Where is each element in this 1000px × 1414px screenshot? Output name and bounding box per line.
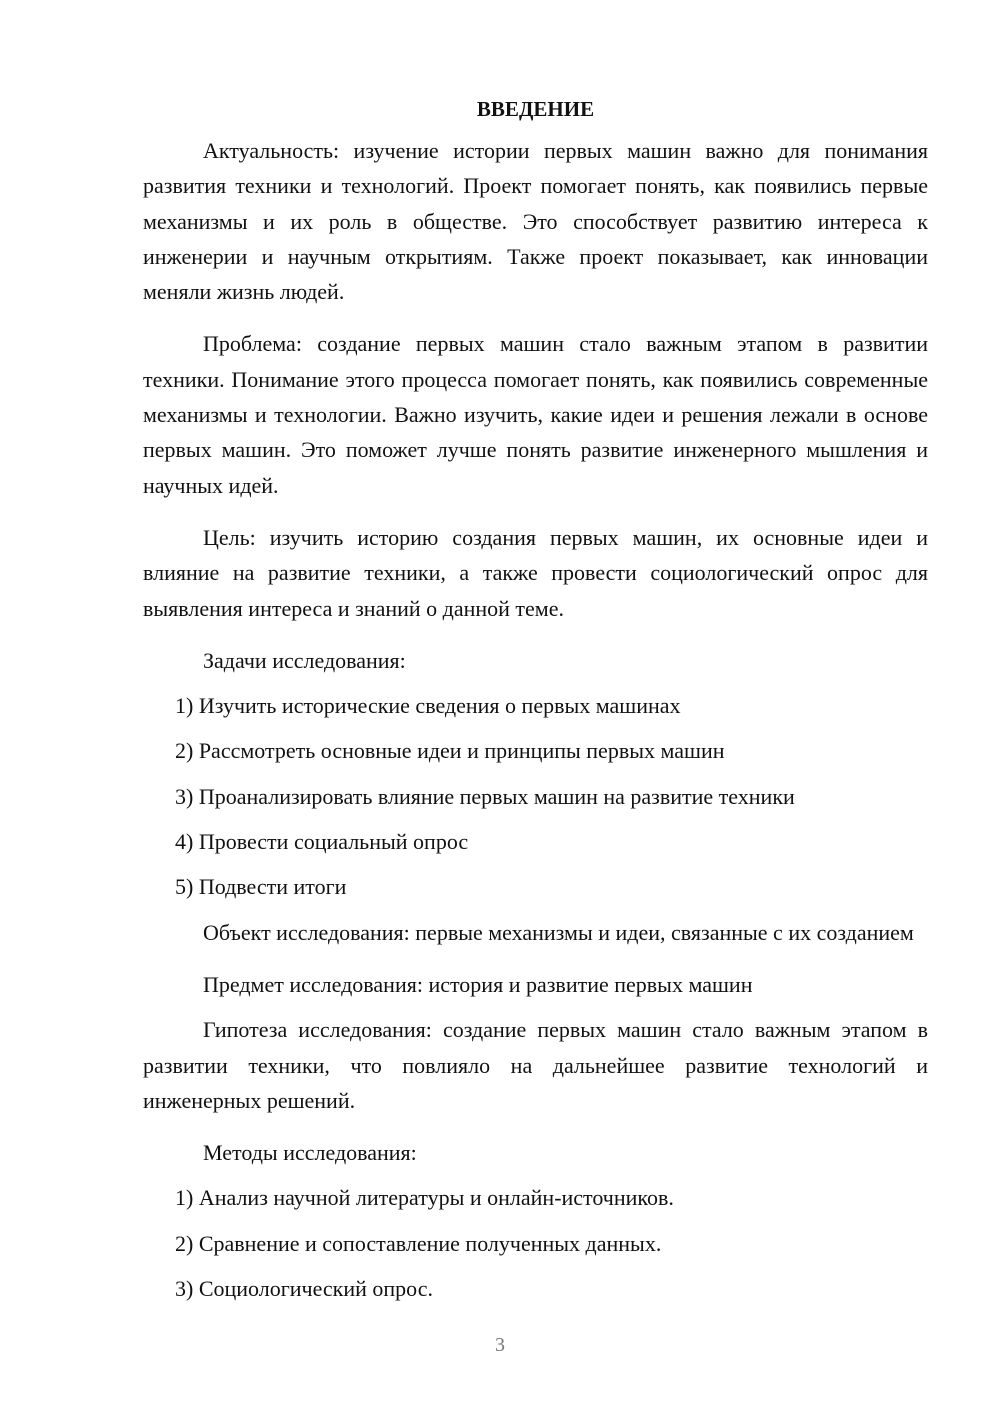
method-item: 2) Сравнение и сопоставление полученных данных.: [175, 1230, 662, 1256]
section-title: ВВЕДЕНИЕ: [476, 97, 595, 121]
problem-paragraph: Проблема: создание первых машин стало важным этапом в развитии техники. Понимание этого процесса помогает понять, как появились современные механизмы и технологии. Важно изучить, какие идеи и решения лежали в основе первых машин. Это поможет лучше понять развитие инженерного мышления и научных идей.: [143, 331, 928, 498]
method-item: 1) Анализ научной литературы и онлайн-источников.: [175, 1185, 674, 1211]
task-item: 5) Подвести итоги: [175, 874, 347, 900]
task-item: 4) Провести социальный опрос: [175, 829, 469, 855]
task-item: 2) Рассмотреть основные идеи и принципы первых машин: [175, 738, 725, 764]
page-number: 3: [495, 1334, 505, 1356]
tasks-heading: Задачи исследования:: [203, 647, 406, 673]
subject-line: Предмет исследования: история и развитие первых машин: [203, 971, 753, 997]
method-item: 3) Социологический опрос.: [175, 1276, 433, 1302]
page-content: [143, 94, 928, 1316]
relevance-paragraph: Актуальность: изучение истории первых машин важно для понимания развития техники и технологий. Проект помогает понять, как появились первые механизмы и их роль в обществе. Это способствует развитию интереса к инженерии и научным открытиям. Также проект показывает, как инновации меняли жизнь людей.: [143, 138, 928, 305]
object-paragraph: Объект исследования: первые механизмы и идеи, связанные с их созданием: [203, 919, 914, 945]
goal-paragraph: Цель: изучить историю создания первых машин, их основные идеи и влияние на развитие техники, а также провести социологический опрос для выявления интереса и знаний о данной теме.: [143, 524, 928, 621]
hypothesis-paragraph: Гипотеза исследования: создание первых машин стало важным этапом в развитии техники, что повлияло на дальнейшее развитие технологий и инженерных решений.: [143, 1017, 928, 1113]
task-item: 1) Изучить исторические сведения о первых машинах: [175, 693, 681, 719]
task-item: 3) Проанализировать влияние первых машин на развитие техники: [175, 783, 795, 809]
methods-heading: Методы исследования:: [203, 1140, 417, 1166]
